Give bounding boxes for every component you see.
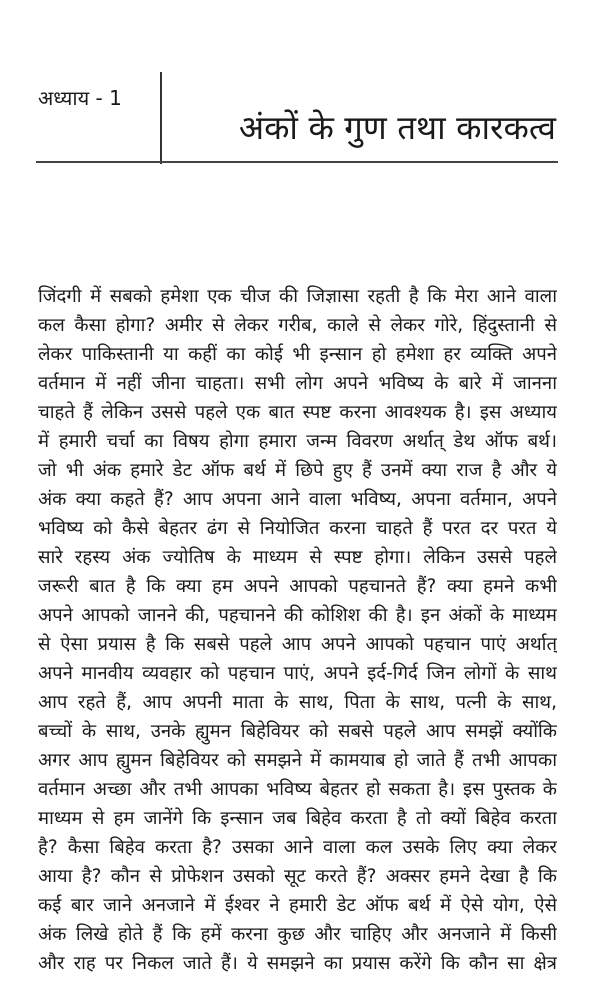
text-line: से ऐसा प्रयास है कि सबसे पहले आप अपने आपको पहचान पाएं अर्थात् [38,634,557,655]
text-line: अपने मानवीय व्यवहार को पहचान पाएं, अपने इर्द-गिर्द जिन लोगों के साथ [38,663,557,684]
text-line: जरूरी बात है कि क्या हम अपने आपको पहचानते हैं? क्या हमने कभी [38,576,557,597]
text-line: अपने आपको जानने की, पहचानने की कोशिश की है। इन अंकों के माध्यम [38,605,557,626]
text-line: में हमारी चर्चा का विषय होगा हमारा जन्म विवरण अर्थात् डेथ ऑफ बर्थ। [38,431,557,452]
text-line: जिंदगी में सबको हमेशा एक चीज की जिज्ञासा रहती है कि मेरा आने वाला [38,286,557,307]
text-line: अगर आप ह्युमन बिहेवियर को समझने में कामयाब हो जाते हैं तभी आपका [38,750,557,771]
text-line: लेकर पाकिस्तानी या कहीं का कोई भी इन्सान हो हमेशा हर व्यक्ति अपने [38,344,557,365]
text-line: आया है? कौन से प्रोफेशन उसको सूट करते हैं? अक्सर हमने देखा है कि [38,866,557,887]
text-line: चाहते हैं लेकिन उससे पहले एक बात स्पष्ट करना आवश्यक है। इस अध्याय [38,402,557,423]
chapter-number-label: अध्याय - 1 [38,86,122,110]
text-line: कल कैसा होगा? अमीर से लेकर गरीब, काले से लेकर गोरे, हिंदुस्तानी से [38,315,557,336]
text-line: अंक लिखे होते हैं कि हमें करना कुछ और चाहिए और अनजाने में किसी [38,924,557,945]
text-line: सारे रहस्य अंक ज्योतिष के माध्यम से स्पष्ट होगा। लेकिन उससे पहले [38,547,557,568]
text-line: वर्तमान अच्छा और तभी आपका भविष्य बेहतर हो सकता है। इस पुस्तक के [38,779,557,800]
text-line: माध्यम से हम जानेंगे कि इन्सान जब बिहेव करता है तो क्यों बिहेव करता [38,808,557,829]
header-vertical-divider [160,72,162,164]
text-line: है? कैसा बिहेव करता है? उसका आने वाला कल उसके लिए क्या लेकर [38,837,557,858]
chapter-title: अंकों के गुण तथा कारकत्व [238,108,556,147]
text-line: और राह पर निकल जाते हैं। ये समझने का प्रयास करेंगे कि कौन सा क्षेत्र [38,953,557,974]
text-line: जो भी अंक हमारे डेट ऑफ बर्थ में छिपे हुए हैं उनमें क्या राज है और ये [38,460,557,481]
header-horizontal-divider [36,161,558,163]
text-line: कई बार जाने अनजाने में ईश्वर ने हमारी डेट ऑफ बर्थ में ऐसे योग, ऐसे [38,895,557,916]
text-line: वर्तमान में नहीं जीना चाहता। सभी लोग अपने भविष्य के बारे में जानना [38,373,557,394]
text-line: बच्चों के साथ, उनके ह्युमन बिहेवियर को सबसे पहले आप समझें क्योंकि [38,721,557,742]
text-line: भविष्य को कैसे बेहतर ढंग से नियोजित करना चाहते हैं परत दर परत ये [38,518,557,539]
body-text [38,282,557,978]
text-line: अंक क्या कहते हैं? आप अपना आने वाला भविष्य, अपना वर्तमान, अपने [38,489,557,510]
text-line: आप रहते हैं, आप अपनी माता के साथ, पिता के साथ, पत्नी के साथ, [38,692,557,713]
